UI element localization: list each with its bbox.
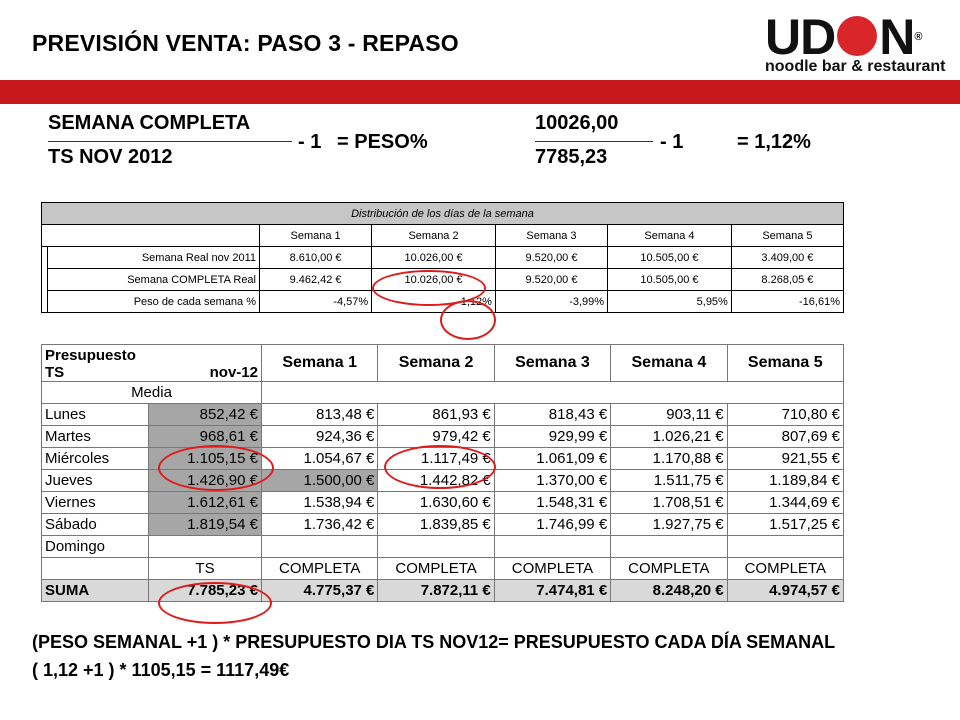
budget-type-cell: COMPLETA bbox=[378, 558, 494, 580]
budget-cell: 1.708,51 € bbox=[611, 492, 727, 514]
budget-sum-cell: 4.775,37 € bbox=[262, 580, 378, 602]
budget-cell: 1.511,75 € bbox=[611, 470, 727, 492]
dist-row-label: Semana Real nov 2011 bbox=[48, 247, 260, 269]
budget-media-blank bbox=[262, 382, 844, 404]
dist-col-header: Semana 3 bbox=[495, 225, 607, 247]
dist-row-label: Peso de cada semana % bbox=[48, 291, 260, 313]
logo-registered-mark: ® bbox=[914, 31, 922, 43]
dist-cell: 5,95% bbox=[608, 291, 732, 313]
highlight-circle-semana2-miercoles bbox=[384, 445, 496, 489]
budget-cell: 1.839,85 € bbox=[378, 514, 494, 536]
budget-ts-cell: 1.105,15 € bbox=[149, 448, 262, 470]
budget-cell: 1.927,75 € bbox=[611, 514, 727, 536]
page-title: PREVISIÓN VENTA: PASO 3 - REPASO bbox=[32, 30, 459, 56]
dist-cell: -16,61% bbox=[731, 291, 843, 313]
logo-tagline: noodle bar & restaurant bbox=[765, 58, 946, 75]
formula-fraction-line bbox=[48, 141, 292, 142]
dist-row-label: Semana COMPLETA Real bbox=[48, 269, 260, 291]
budget-type-cell: COMPLETA bbox=[494, 558, 610, 580]
logo-word-right: N bbox=[879, 9, 915, 65]
budget-cell bbox=[378, 536, 494, 558]
dist-col-header: Semana 5 bbox=[731, 225, 843, 247]
budget-col-header: Semana 1 bbox=[262, 345, 378, 382]
budget-header-cell bbox=[42, 345, 262, 382]
dist-cell: 1,12% bbox=[372, 291, 496, 313]
header-red-bar bbox=[0, 80, 960, 104]
budget-cell: 1.117,49 € bbox=[378, 448, 494, 470]
budget-header-line2 bbox=[45, 364, 258, 381]
budget-cell: 924,36 € bbox=[262, 426, 378, 448]
budget-cell: 1.061,09 € bbox=[494, 448, 610, 470]
dist-cell: 9.462,42 € bbox=[260, 269, 372, 291]
budget-ts-cell: 1.426,90 € bbox=[149, 470, 262, 492]
budget-day-label: Sábado bbox=[42, 514, 149, 536]
budget-ts-cell: 852,42 € bbox=[149, 404, 262, 426]
table-row bbox=[42, 492, 844, 514]
budget-ts-cell bbox=[149, 536, 262, 558]
budget-cell: 1.746,99 € bbox=[494, 514, 610, 536]
budget-media-label: Media bbox=[42, 382, 262, 404]
budget-col-header: Semana 4 bbox=[611, 345, 727, 382]
budget-cell: 1.370,00 € bbox=[494, 470, 610, 492]
udon-logo bbox=[765, 9, 922, 65]
budget-header-month: nov-12 bbox=[209, 364, 258, 381]
budget-cell: 1.630,60 € bbox=[378, 492, 494, 514]
table-row bbox=[42, 514, 844, 536]
budget-cell bbox=[494, 536, 610, 558]
budget-col-header: Semana 5 bbox=[727, 345, 843, 382]
formula-denominator-label: TS NOV 2012 bbox=[48, 146, 173, 168]
dist-cell: -3,99% bbox=[495, 291, 607, 313]
budget-cell: 710,80 € bbox=[727, 404, 843, 426]
budget-type-cell: COMPLETA bbox=[727, 558, 843, 580]
budget-ts-cell: 1.819,54 € bbox=[149, 514, 262, 536]
budget-cell: 813,48 € bbox=[262, 404, 378, 426]
budget-cell: 1.442,82 € bbox=[378, 470, 494, 492]
highlight-circle-ts-miercoles bbox=[158, 445, 274, 491]
dist-cell: 10.026,00 € bbox=[372, 269, 496, 291]
budget-sum-label: SUMA bbox=[42, 580, 149, 602]
budget-sum-cell: 4.974,57 € bbox=[727, 580, 843, 602]
formula-value-fraction-line bbox=[535, 141, 653, 142]
logo-red-dot bbox=[837, 16, 877, 56]
table-row bbox=[42, 247, 844, 269]
budget-cell: 929,99 € bbox=[494, 426, 610, 448]
budget-cell: 1.054,67 € bbox=[262, 448, 378, 470]
budget-cell: 1.189,84 € bbox=[727, 470, 843, 492]
budget-header-line1: Presupuesto bbox=[45, 347, 136, 364]
budget-col-header: Semana 2 bbox=[378, 345, 494, 382]
budget-cell: 807,69 € bbox=[727, 426, 843, 448]
budget-cell: 861,93 € bbox=[378, 404, 494, 426]
dist-cell: 8.610,00 € bbox=[260, 247, 372, 269]
budget-col-header: Semana 3 bbox=[494, 345, 610, 382]
dist-cell: 3.409,00 € bbox=[731, 247, 843, 269]
budget-ts-cell: 1.612,61 € bbox=[149, 492, 262, 514]
budget-cell bbox=[611, 536, 727, 558]
dist-cell: 9.520,00 € bbox=[495, 269, 607, 291]
budget-cell: 979,42 € bbox=[378, 426, 494, 448]
dist-cell: 10.505,00 € bbox=[608, 269, 732, 291]
budget-cell: 1.736,42 € bbox=[262, 514, 378, 536]
distribution-header-blank bbox=[42, 225, 260, 247]
budget-ts-cell: 968,61 € bbox=[149, 426, 262, 448]
highlight-circle-suma-ts bbox=[158, 582, 272, 624]
budget-day-label: Jueves bbox=[42, 470, 149, 492]
logo-word-left: UD bbox=[765, 9, 836, 65]
dist-cell: 10.026,00 € bbox=[372, 247, 496, 269]
dist-cell: 8.268,05 € bbox=[731, 269, 843, 291]
formula-numerator-value: 10026,00 bbox=[535, 112, 619, 134]
formula-minus-one-2: - 1 bbox=[660, 131, 684, 153]
formula-minus-one: - 1 bbox=[298, 131, 322, 153]
budget-day-label: Domingo bbox=[42, 536, 149, 558]
budget-sum-cell: 7.474,81 € bbox=[494, 580, 610, 602]
formula-result: = 1,12% bbox=[737, 131, 811, 153]
budget-cell: 1.026,21 € bbox=[611, 426, 727, 448]
highlight-circle-peso bbox=[440, 300, 496, 340]
formula-denominator-value: 7785,23 bbox=[535, 146, 608, 168]
distribution-table-title: Distribución de los días de la semana bbox=[42, 203, 844, 225]
budget-type-blank bbox=[42, 558, 149, 580]
dist-col-header: Semana 1 bbox=[260, 225, 372, 247]
budget-type-cell: COMPLETA bbox=[611, 558, 727, 580]
budget-cell: 921,55 € bbox=[727, 448, 843, 470]
budget-header-ts: TS bbox=[45, 364, 65, 381]
dist-cell: 9.520,00 € bbox=[495, 247, 607, 269]
budget-type-cell: COMPLETA bbox=[262, 558, 378, 580]
explanation-line1: (PESO SEMANAL +1 ) * PRESUPUESTO DIA TS NOV12= PRESUPUESTO CADA DÍA SEMANAL bbox=[32, 632, 836, 652]
dist-cell: -4,57% bbox=[260, 291, 372, 313]
budget-cell: 1.170,88 € bbox=[611, 448, 727, 470]
table-row bbox=[42, 536, 844, 558]
dist-col-header: Semana 2 bbox=[372, 225, 496, 247]
budget-cell bbox=[262, 536, 378, 558]
budget-sum-ts: 7.785,23 € bbox=[149, 580, 262, 602]
budget-cell: 1.538,94 € bbox=[262, 492, 378, 514]
budget-day-label: Martes bbox=[42, 426, 149, 448]
budget-sum-cell: 8.248,20 € bbox=[611, 580, 727, 602]
budget-cell bbox=[727, 536, 843, 558]
budget-day-label: Lunes bbox=[42, 404, 149, 426]
budget-sum-cell: 7.872,11 € bbox=[378, 580, 494, 602]
budget-day-label: Viernes bbox=[42, 492, 149, 514]
table-row bbox=[42, 558, 844, 580]
budget-type-cell: TS bbox=[149, 558, 262, 580]
budget-cell: 818,43 € bbox=[494, 404, 610, 426]
formula-equals-label: = PESO% bbox=[337, 131, 428, 153]
budget-day-label: Miércoles bbox=[42, 448, 149, 470]
explanation-line2: ( 1,12 +1 ) * 1105,15 = 1117,49€ bbox=[32, 660, 290, 680]
budget-cell: 1.500,00 € bbox=[262, 470, 378, 492]
budget-cell: 1.344,69 € bbox=[727, 492, 843, 514]
budget-cell: 1.517,25 € bbox=[727, 514, 843, 536]
budget-cell: 1.548,31 € bbox=[494, 492, 610, 514]
table-row bbox=[42, 404, 844, 426]
dist-cell: 10.505,00 € bbox=[608, 247, 732, 269]
dist-col-header: Semana 4 bbox=[608, 225, 732, 247]
budget-cell: 903,11 € bbox=[611, 404, 727, 426]
formula-numerator-label: SEMANA COMPLETA bbox=[48, 112, 251, 134]
